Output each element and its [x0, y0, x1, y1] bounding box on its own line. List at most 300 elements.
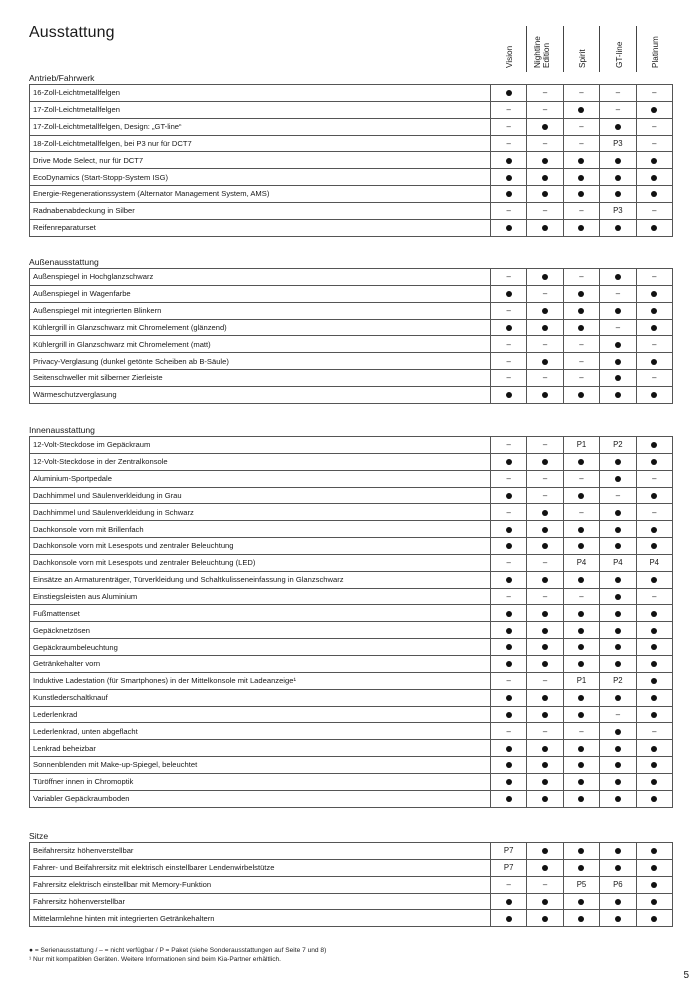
standard-dot-icon — [542, 577, 548, 583]
standard-dot-icon — [542, 779, 548, 785]
availability-cell: – — [491, 118, 527, 135]
standard-dot-cell — [527, 353, 563, 370]
standard-dot-icon — [506, 762, 512, 768]
table-row — [30, 639, 673, 656]
standard-dot-icon — [615, 459, 621, 465]
standard-dot-icon — [651, 225, 657, 231]
standard-dot-icon — [615, 661, 621, 667]
standard-dot-cell — [527, 706, 563, 723]
table-row — [30, 706, 673, 723]
standard-dot-icon — [651, 796, 657, 802]
standard-dot-cell — [636, 605, 672, 622]
standard-dot-icon — [578, 158, 584, 164]
availability-cell: – — [636, 118, 672, 135]
standard-dot-cell — [636, 910, 672, 927]
table-row — [30, 135, 673, 152]
standard-dot-cell — [527, 186, 563, 203]
table-row — [30, 757, 673, 774]
availability-cell: P2 — [600, 672, 636, 689]
column-header-label: Edition — [541, 42, 551, 68]
standard-dot-icon — [615, 644, 621, 650]
standard-dot-icon — [542, 695, 548, 701]
standard-dot-icon — [578, 916, 584, 922]
standard-dot-cell — [600, 219, 636, 236]
standard-dot-icon — [651, 107, 657, 113]
availability-cell: – — [563, 470, 599, 487]
standard-dot-icon — [578, 611, 584, 617]
standard-dot-cell — [491, 790, 527, 807]
standard-dot-cell — [563, 152, 599, 169]
standard-dot-icon — [651, 779, 657, 785]
section-1 — [29, 72, 672, 237]
standard-dot-cell — [600, 639, 636, 656]
availability-cell: P4 — [600, 554, 636, 571]
standard-dot-cell — [563, 186, 599, 203]
standard-dot-icon — [542, 628, 548, 634]
feature-label: Wärmeschutzverglasung — [30, 386, 491, 403]
availability-cell: – — [636, 470, 672, 487]
standard-dot-icon — [651, 175, 657, 181]
standard-dot-cell — [636, 453, 672, 470]
standard-dot-cell — [636, 790, 672, 807]
standard-dot-cell — [636, 487, 672, 504]
standard-dot-icon — [615, 729, 621, 735]
column-header — [563, 26, 599, 72]
standard-dot-icon — [615, 527, 621, 533]
feature-label: Drive Mode Select, nur für DCT7 — [30, 152, 491, 169]
standard-dot-cell — [563, 893, 599, 910]
feature-label: Radnabenabdeckung in Silber — [30, 202, 491, 219]
standard-dot-icon — [506, 527, 512, 533]
standard-dot-cell — [527, 219, 563, 236]
table-row — [30, 370, 673, 387]
availability-cell: P7 — [491, 843, 527, 860]
standard-dot-cell — [563, 639, 599, 656]
standard-dot-icon — [651, 762, 657, 768]
standard-dot-icon — [578, 746, 584, 752]
availability-cell: – — [600, 285, 636, 302]
table-row — [30, 910, 673, 927]
standard-dot-icon — [651, 493, 657, 499]
standard-dot-cell — [636, 437, 672, 454]
availability-cell: – — [527, 487, 563, 504]
table-row — [30, 302, 673, 319]
availability-cell: – — [636, 202, 672, 219]
standard-dot-cell — [563, 319, 599, 336]
standard-dot-cell — [636, 655, 672, 672]
feature-label: Dachkonsole vorn mit Brillenfach — [30, 521, 491, 538]
table-row — [30, 790, 673, 807]
standard-dot-icon — [506, 712, 512, 718]
standard-dot-cell — [527, 521, 563, 538]
feature-label: Lederlenkrad, unten abgeflacht — [30, 723, 491, 740]
availability-cell: – — [491, 353, 527, 370]
availability-cell: – — [491, 437, 527, 454]
availability-cell: P6 — [600, 876, 636, 893]
standard-dot-cell — [636, 219, 672, 236]
standard-dot-cell — [491, 757, 527, 774]
standard-dot-icon — [615, 899, 621, 905]
feature-label: Dachkonsole vorn mit Lesespots und zentraler Beleuchtung (LED) — [30, 554, 491, 571]
standard-dot-icon — [578, 695, 584, 701]
standard-dot-cell — [491, 622, 527, 639]
standard-dot-cell — [527, 269, 563, 286]
availability-cell: – — [491, 269, 527, 286]
table-row — [30, 893, 673, 910]
availability-cell: – — [527, 285, 563, 302]
table-row — [30, 538, 673, 555]
standard-dot-icon — [578, 779, 584, 785]
standard-dot-icon — [542, 543, 548, 549]
feature-label: Dachhimmel und Säulenverkleidung in Grau — [30, 487, 491, 504]
feature-label: Fahrersitz elektrisch einstellbar mit Memory-Funktion — [30, 876, 491, 893]
standard-dot-icon — [615, 796, 621, 802]
standard-dot-cell — [491, 706, 527, 723]
page-title: Ausstattung — [29, 24, 115, 41]
standard-dot-icon — [506, 611, 512, 617]
standard-dot-icon — [615, 191, 621, 197]
table-row — [30, 554, 673, 571]
standard-dot-icon — [542, 225, 548, 231]
standard-dot-icon — [542, 392, 548, 398]
availability-cell: P4 — [636, 554, 672, 571]
standard-dot-icon — [506, 779, 512, 785]
availability-cell: – — [491, 588, 527, 605]
table-row — [30, 470, 673, 487]
feature-label: Variabler Gepäckraumboden — [30, 790, 491, 807]
standard-dot-cell — [636, 859, 672, 876]
standard-dot-cell — [527, 859, 563, 876]
standard-dot-cell — [491, 571, 527, 588]
feature-label: Dachhimmel und Säulenverkleidung in Schwarz — [30, 504, 491, 521]
standard-dot-cell — [563, 453, 599, 470]
standard-dot-icon — [651, 678, 657, 684]
standard-dot-cell — [527, 689, 563, 706]
table-row — [30, 336, 673, 353]
standard-dot-icon — [651, 882, 657, 888]
standard-dot-cell — [600, 118, 636, 135]
feature-label: Aluminium-Sportpedale — [30, 470, 491, 487]
table-row — [30, 723, 673, 740]
standard-dot-cell — [636, 302, 672, 319]
standard-dot-icon — [506, 628, 512, 634]
standard-dot-cell — [563, 910, 599, 927]
standard-dot-icon — [542, 274, 548, 280]
standard-dot-cell — [600, 152, 636, 169]
standard-dot-cell — [636, 622, 672, 639]
table-row — [30, 386, 673, 403]
standard-dot-icon — [578, 392, 584, 398]
table-row — [30, 672, 673, 689]
standard-dot-cell — [491, 740, 527, 757]
availability-cell: – — [563, 118, 599, 135]
standard-dot-cell — [636, 186, 672, 203]
availability-cell: – — [636, 723, 672, 740]
standard-dot-cell — [563, 487, 599, 504]
standard-dot-cell — [636, 319, 672, 336]
availability-cell: P5 — [563, 876, 599, 893]
feature-label: Außenspiegel in Wagenfarbe — [30, 285, 491, 302]
feature-label: Mittelarmlehne hinten mit integrierten Getränkehaltern — [30, 910, 491, 927]
availability-cell: – — [563, 723, 599, 740]
availability-cell: – — [600, 101, 636, 118]
standard-dot-icon — [578, 325, 584, 331]
standard-dot-cell — [563, 757, 599, 774]
availability-cell: – — [491, 672, 527, 689]
standard-dot-icon — [506, 291, 512, 297]
standard-dot-cell — [491, 386, 527, 403]
feature-label: Gepäcknetzösen — [30, 622, 491, 639]
standard-dot-cell — [491, 605, 527, 622]
standard-dot-cell — [600, 386, 636, 403]
standard-dot-icon — [578, 762, 584, 768]
standard-dot-cell — [563, 169, 599, 186]
column-header — [636, 26, 672, 72]
standard-dot-cell — [491, 152, 527, 169]
standard-dot-icon — [615, 274, 621, 280]
standard-dot-cell — [600, 689, 636, 706]
availability-cell: P3 — [600, 135, 636, 152]
standard-dot-cell — [527, 605, 563, 622]
standard-dot-icon — [651, 325, 657, 331]
standard-dot-cell — [636, 773, 672, 790]
standard-dot-cell — [636, 876, 672, 893]
standard-dot-cell — [636, 101, 672, 118]
availability-cell: – — [491, 876, 527, 893]
table-row — [30, 101, 673, 118]
column-header-label: Vision — [505, 45, 514, 68]
standard-dot-icon — [615, 746, 621, 752]
standard-dot-icon — [542, 124, 548, 130]
feature-label: Fahrer- und Beifahrersitz mit elektrisch einstellbarer Lendenwirbelstütze — [30, 859, 491, 876]
availability-cell: – — [527, 554, 563, 571]
standard-dot-cell — [600, 622, 636, 639]
standard-dot-icon — [615, 124, 621, 130]
availability-cell: – — [491, 554, 527, 571]
standard-dot-icon — [651, 628, 657, 634]
footnotes — [29, 946, 326, 964]
standard-dot-cell — [491, 910, 527, 927]
standard-dot-icon — [615, 476, 621, 482]
standard-dot-icon — [615, 308, 621, 314]
standard-dot-cell — [563, 521, 599, 538]
standard-dot-icon — [651, 865, 657, 871]
standard-dot-icon — [578, 459, 584, 465]
table-row — [30, 622, 673, 639]
standard-dot-icon — [615, 779, 621, 785]
standard-dot-icon — [506, 746, 512, 752]
column-header — [599, 26, 635, 72]
standard-dot-icon — [506, 175, 512, 181]
availability-cell: – — [563, 504, 599, 521]
standard-dot-cell — [600, 859, 636, 876]
standard-dot-cell — [563, 285, 599, 302]
standard-dot-icon — [542, 459, 548, 465]
standard-dot-icon — [578, 661, 584, 667]
column-headers — [490, 26, 672, 72]
standard-dot-icon — [542, 158, 548, 164]
table-row — [30, 773, 673, 790]
standard-dot-cell — [491, 85, 527, 102]
table-row — [30, 269, 673, 286]
availability-cell: – — [491, 302, 527, 319]
standard-dot-icon — [615, 848, 621, 854]
availability-cell: – — [491, 370, 527, 387]
standard-dot-icon — [651, 712, 657, 718]
table-row — [30, 319, 673, 336]
feature-label: Fußmattenset — [30, 605, 491, 622]
standard-dot-cell — [491, 639, 527, 656]
availability-cell: – — [527, 135, 563, 152]
standard-dot-cell — [527, 319, 563, 336]
table-row — [30, 605, 673, 622]
standard-dot-cell — [491, 169, 527, 186]
table-row — [30, 504, 673, 521]
standard-dot-cell — [600, 757, 636, 774]
standard-dot-cell — [600, 740, 636, 757]
availability-cell: P1 — [563, 672, 599, 689]
table-row — [30, 689, 673, 706]
standard-dot-cell — [563, 843, 599, 860]
availability-cell: – — [527, 336, 563, 353]
feature-label: Außenspiegel in Hochglanzschwarz — [30, 269, 491, 286]
standard-dot-cell — [527, 386, 563, 403]
standard-dot-cell — [527, 152, 563, 169]
standard-dot-cell — [600, 538, 636, 555]
standard-dot-cell — [563, 740, 599, 757]
availability-cell: – — [527, 85, 563, 102]
section-title: Antrieb/Fahrwerk — [29, 73, 95, 83]
section-title: Außenausstattung — [29, 257, 99, 267]
standard-dot-icon — [542, 762, 548, 768]
standard-dot-cell — [636, 169, 672, 186]
standard-dot-icon — [615, 158, 621, 164]
standard-dot-icon — [506, 158, 512, 164]
standard-dot-icon — [651, 848, 657, 854]
availability-cell: P7 — [491, 859, 527, 876]
standard-dot-icon — [542, 848, 548, 854]
standard-dot-icon — [615, 543, 621, 549]
table-row — [30, 487, 673, 504]
standard-dot-cell — [491, 487, 527, 504]
standard-dot-cell — [527, 169, 563, 186]
standard-dot-cell — [527, 538, 563, 555]
standard-dot-cell — [527, 655, 563, 672]
standard-dot-icon — [578, 628, 584, 634]
standard-dot-icon — [578, 712, 584, 718]
standard-dot-cell — [636, 639, 672, 656]
standard-dot-icon — [651, 644, 657, 650]
section-title: Sitze — [29, 831, 49, 841]
feature-label: Kühlergrill in Glanzschwarz mit Chromelement (glänzend) — [30, 319, 491, 336]
availability-cell: – — [491, 723, 527, 740]
standard-dot-cell — [563, 655, 599, 672]
standard-dot-cell — [491, 538, 527, 555]
standard-dot-icon — [542, 308, 548, 314]
standard-dot-icon — [542, 175, 548, 181]
standard-dot-icon — [578, 175, 584, 181]
standard-dot-cell — [636, 521, 672, 538]
standard-dot-cell — [600, 843, 636, 860]
standard-dot-cell — [563, 386, 599, 403]
standard-dot-icon — [506, 325, 512, 331]
standard-dot-icon — [506, 225, 512, 231]
standard-dot-cell — [600, 723, 636, 740]
standard-dot-icon — [542, 661, 548, 667]
feature-label: Außenspiegel mit integrierten Blinkern — [30, 302, 491, 319]
availability-cell: – — [491, 101, 527, 118]
standard-dot-icon — [651, 442, 657, 448]
standard-dot-icon — [578, 493, 584, 499]
standard-dot-icon — [651, 392, 657, 398]
standard-dot-icon — [506, 899, 512, 905]
standard-dot-cell — [600, 186, 636, 203]
standard-dot-cell — [600, 773, 636, 790]
standard-dot-cell — [563, 773, 599, 790]
equipment-table — [29, 436, 673, 808]
standard-dot-cell — [600, 655, 636, 672]
standard-dot-icon — [542, 644, 548, 650]
standard-dot-icon — [578, 577, 584, 583]
feature-label: 18-Zoll-Leichtmetallfelgen, bei P3 nur für DCT7 — [30, 135, 491, 152]
standard-dot-icon — [651, 746, 657, 752]
availability-cell: – — [527, 588, 563, 605]
feature-label: Fahrersitz höhenverstellbar — [30, 893, 491, 910]
standard-dot-icon — [506, 493, 512, 499]
section-4 — [29, 830, 672, 927]
table-row — [30, 169, 673, 186]
standard-dot-cell — [636, 893, 672, 910]
standard-dot-cell — [491, 893, 527, 910]
standard-dot-icon — [542, 796, 548, 802]
availability-cell: – — [636, 504, 672, 521]
column-header-label: Spirit — [578, 49, 588, 68]
standard-dot-icon — [578, 899, 584, 905]
feature-label: Energie-Regenerationssystem (Alternator Management System, AMS) — [30, 186, 491, 203]
feature-label: Türöffner innen in Chromoptik — [30, 773, 491, 790]
standard-dot-icon — [542, 865, 548, 871]
standard-dot-icon — [615, 225, 621, 231]
standard-dot-cell — [600, 370, 636, 387]
table-row — [30, 571, 673, 588]
standard-dot-cell — [527, 639, 563, 656]
standard-dot-icon — [651, 611, 657, 617]
standard-dot-cell — [491, 453, 527, 470]
standard-dot-cell — [563, 859, 599, 876]
feature-label: 16-Zoll-Leichtmetallfelgen — [30, 85, 491, 102]
standard-dot-cell — [563, 302, 599, 319]
feature-label: Induktive Ladestation (für Smartphones) in der Mittelkonsole mit Ladeanzeige¹ — [30, 672, 491, 689]
standard-dot-cell — [491, 655, 527, 672]
standard-dot-icon — [506, 661, 512, 667]
table-row — [30, 437, 673, 454]
standard-dot-cell — [491, 319, 527, 336]
standard-dot-cell — [527, 757, 563, 774]
standard-dot-icon — [615, 359, 621, 365]
standard-dot-cell — [636, 740, 672, 757]
feature-label: EcoDynamics (Start-Stopp-System ISG) — [30, 169, 491, 186]
standard-dot-cell — [491, 285, 527, 302]
availability-cell: P4 — [563, 554, 599, 571]
standard-dot-icon — [506, 543, 512, 549]
standard-dot-cell — [636, 285, 672, 302]
standard-dot-icon — [578, 865, 584, 871]
standard-dot-icon — [615, 611, 621, 617]
standard-dot-cell — [563, 790, 599, 807]
standard-dot-cell — [600, 588, 636, 605]
equipment-table — [29, 268, 673, 404]
standard-dot-icon — [651, 191, 657, 197]
